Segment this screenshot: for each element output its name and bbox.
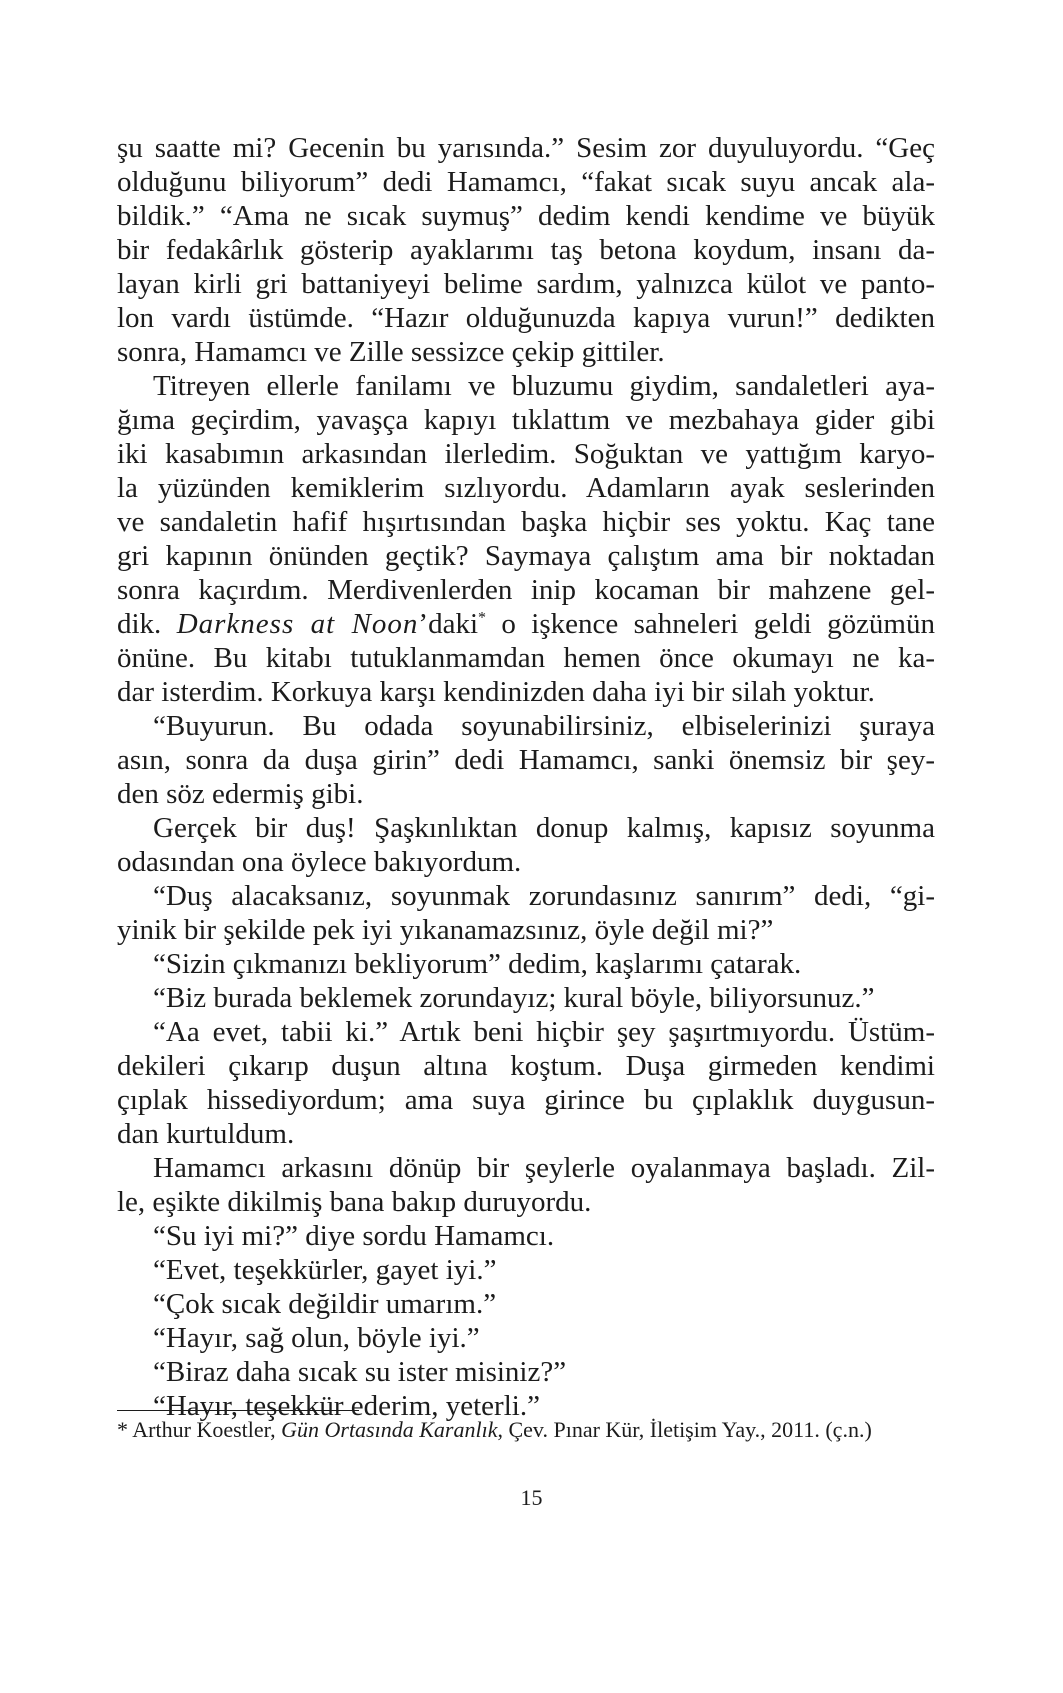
text-line: olduğunu biliyorum” dedi Hamamcı, “fakat sıcak suyu ancak ala-	[117, 166, 935, 198]
text-line: önüne. Bu kitabı tutuklanmamdan hemen önce okumayı ne ka-	[117, 642, 935, 674]
text-line: gri kapının önünden geçtik? Saymaya çalıştım ama bir noktadan	[117, 540, 935, 572]
footnote	[117, 1416, 935, 1444]
text-line: la yüzünden kemiklerim sızlıyordu. Adamların ayak seslerinden	[117, 472, 935, 504]
text-line: le, eşikte dikilmiş bana bakıp duruyordu.	[117, 1186, 592, 1218]
text-line: şu saatte mi? Gecenin bu yarısında.” Sesim zor duyuluyordu. “Geç	[117, 132, 935, 164]
text-line: “Duş alacaksanız, soyunmak zorundasınız sanırım” dedi, “gi-	[153, 880, 935, 912]
text-line: “Evet, teşekkürler, gayet iyi.”	[153, 1254, 497, 1286]
text-line: yinik bir şekilde pek iyi yıkanamazsınız, öyle değil mi?”	[117, 914, 774, 946]
book-title-italic: Darkness at Noon	[176, 608, 419, 640]
text-line: dekileri çıkarıp duşun altına koştum. Duşa girmeden kendimi	[117, 1050, 935, 1082]
text-line: den söz edermiş gibi.	[117, 778, 364, 810]
body-text	[117, 131, 935, 1423]
page-number: 15	[520, 1485, 543, 1510]
text-line: “Çok sıcak değildir umarım.”	[153, 1288, 497, 1320]
footnote-details: , Çev. Pınar Kür, İletişim Yay., 2011. (ç.n.)	[497, 1417, 872, 1442]
text-line: “Su iyi mi?” diye sordu Hamamcı.	[153, 1220, 555, 1252]
text-line: “Biraz daha sıcak su ister misiniz?”	[153, 1356, 567, 1388]
text-line: “Buyurun. Bu odada soyunabilirsiniz, elbiselerinizi şuraya	[153, 710, 935, 742]
text-line: dar isterdim. Korkuya karşı kendinizden daha iyi bir silah yoktur.	[117, 676, 875, 708]
text-line: Gerçek bir duş! Şaşkınlıktan donup kalmış, kapısız soyunma	[153, 812, 935, 844]
text-line: “Aa evet, tabii ki.” Artık beni hiçbir şey şaşırtmıyordu. Üstüm-	[153, 1016, 935, 1048]
text-line: layan kirli gri battaniyeyi belime sardım, yalnızca külot ve panto-	[117, 268, 935, 300]
text-line: çıplak hissediyordum; ama suya girince bu çıplaklık duygusun-	[117, 1084, 935, 1116]
text-line-with-citation	[117, 607, 935, 641]
text-fragment: dik.	[117, 608, 177, 640]
footnote-reference[interactable]: *	[478, 609, 487, 627]
text-line: iki kasabımın arkasından ilerledim. Soğuktan ve yattığım karyo-	[117, 438, 935, 470]
footnote-author: Arthur Koestler,	[132, 1417, 282, 1442]
text-line: lon vardı üstümde. “Hazır olduğunuzda kapıya vurun!” dedikten	[117, 302, 935, 334]
text-line: “Hayır, teşekkür ederim, yeterli.”	[153, 1390, 540, 1422]
text-line: dan kurtuldum.	[117, 1118, 295, 1150]
text-line: asın, sonra da duşa girin” dedi Hamamcı, sanki önemsiz bir şey-	[117, 744, 935, 776]
footnote-book-title: Gün Ortasında Karanlık	[281, 1417, 498, 1442]
text-line: ve sandaletin hafif hışırtısından başka hiçbir ses yoktu. Kaç tane	[117, 506, 935, 538]
text-line: “Sizin çıkmanızı bekliyorum” dedim, kaşlarımı çatarak.	[153, 948, 802, 980]
footnote-divider	[117, 1410, 359, 1411]
text-line: Hamamcı arkasını dönüp bir şeylerle oyalanmaya başladı. Zil-	[153, 1152, 935, 1184]
text-line: “Biz burada beklemek zorundayız; kural böyle, biliyorsunuz.”	[153, 982, 875, 1014]
text-line: sonra kaçırdım. Merdivenlerden inip kocaman bir mahzene gel-	[117, 574, 935, 606]
text-fragment: o işkence sahneleri geldi gözümün	[486, 608, 935, 640]
text-fragment: ’daki	[418, 608, 479, 640]
text-line: ğıma geçirdim, yavaşça kapıyı tıklattım ve mezbahaya gider gibi	[117, 404, 935, 436]
text-line: Titreyen ellerle fanilamı ve bluzumu giydim, sandaletleri aya-	[153, 370, 935, 402]
text-line: odasından ona öylece bakıyordum.	[117, 846, 522, 878]
text-line: “Hayır, sağ olun, böyle iyi.”	[153, 1322, 480, 1354]
footnote-marker: *	[117, 1417, 133, 1442]
text-line: sonra, Hamamcı ve Zille sessizce çekip gittiler.	[117, 336, 665, 368]
text-line: bildik.” “Ama ne sıcak suymuş” dedim kendi kendime ve büyük	[117, 200, 935, 232]
text-line: bir fedakârlık gösterip ayaklarımı taş betona koydum, insanı da-	[117, 234, 935, 266]
